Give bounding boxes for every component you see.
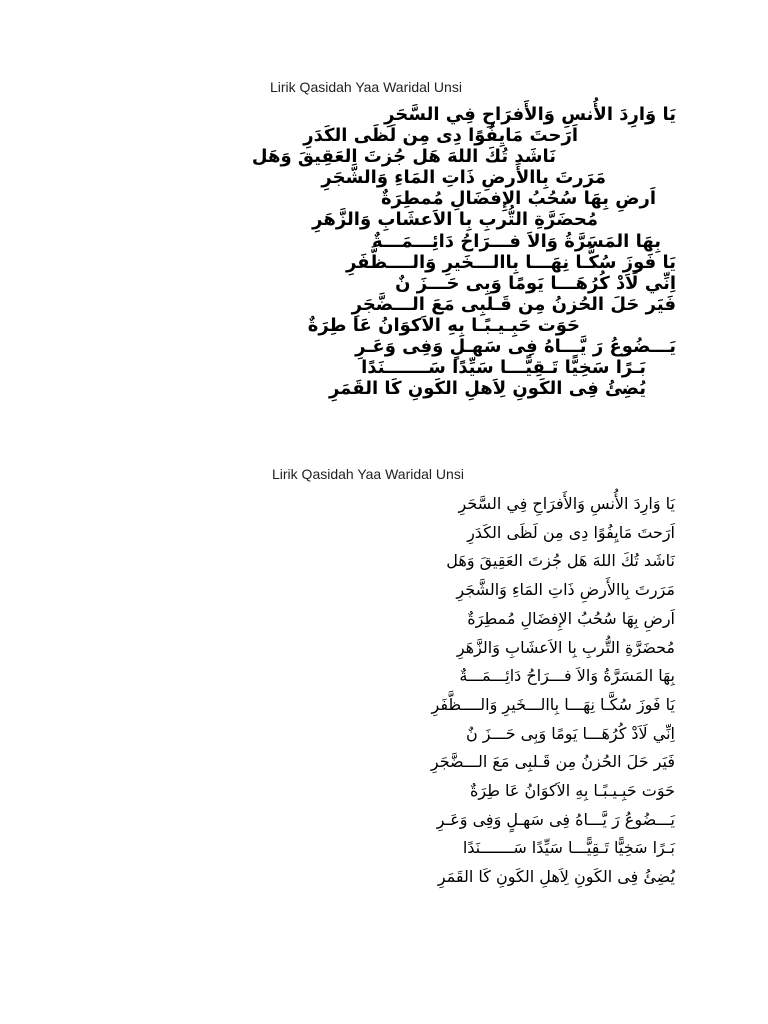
lyric-line: يَا فَوزَ سُكَّـا نِهَـــا بِاالـــخَيرِ وَالــــظَّفَرِ <box>431 694 675 714</box>
lyric-line: يَا فَوزَ سُكَّـا نِهَـــا بِاالـــخَيرِ وَالــــظَّفَرِ <box>345 251 676 273</box>
lyric-line: مُحضَرَّةِ التُّربِ بِا الاَعشَابِ وَالزَّهَرِ <box>312 209 598 231</box>
lyric-line: مُحضَرَّةِ التُّربِ بِا الاَعشَابِ وَالزَّهَرِ <box>456 637 675 657</box>
lyric-line: يُضِئُ فِى الكَونِ لِاَهلِ الكَونِ كَا القَمَرِ <box>328 378 646 400</box>
lyric-line: يَا وَارِدَ الأُنسِ وَالأَفرَاحِ فِي السَّحَرِ <box>384 104 676 125</box>
lyric-line: بَـرًا سَخِيًّا تَـقِيًّـــا سَيِّدًا سَـــــــنَدًا <box>462 838 675 858</box>
lyric-line: بِهَا المَسَرَّةُ وَالاَ فـــرَاحُ دَائِـــمَـــةٌ <box>459 666 675 686</box>
lyric-line: حَوَت حَبِـيـبًـا بِهِ الاَكوَانُ عَا طِرَةٌ <box>307 314 580 336</box>
lyrics-title: Lirik Qasidah Yaa Waridal Unsi <box>270 79 462 95</box>
lyric-line: يَـــضُوعُ رَ يَّـــاهُ فِى سَهـلٍ وَفِى وَعَـرِ <box>436 809 675 829</box>
lyric-line: اِنِّي لَاَدْ كُرُهَـــا يَومًا وَبِى حَـــزَ نٌ <box>395 272 676 294</box>
lyric-line: نَاشَد تُكَ اللهَ هَل جُزتَ العَقِيقَ وَهَل <box>446 551 675 571</box>
lyric-line: مَرَرتَ بِاالأَرضِ ذَاتِ المَاءِ وَالشَّجَرِ <box>321 167 606 189</box>
lyric-line: اَرضِ بِهَا سُحُبُ الإِفضَالِ مُمطِرَةٌ <box>381 188 656 210</box>
lyrics-lines <box>431 490 675 892</box>
lyric-line: يُضِئُ فِى الكَونِ لِاَهلِ الكَونِ كَا القَمَرِ <box>437 867 675 887</box>
lyric-line: اَرَحتَ مَايِفُوًا دِى مِن لَظَى الكَدَرِ <box>303 125 578 147</box>
lyric-line: اَرضِ بِهَا سُحُبُ الإِفضَالِ مُمطِرَةٌ <box>467 608 675 628</box>
lyric-line: بِهَا المَسَرَّةُ وَالاَ فـــرَاحُ دَائِـــمَـــةٌ <box>371 230 661 252</box>
lyric-line: اِنِّي لَاَدْ كُرُهَـــا يَومًا وَبِى حَـــزَ نٌ <box>465 723 675 743</box>
lyrics-lines <box>252 104 676 399</box>
lyric-line: مَرَرتَ بِاالأَرضِ ذَاتِ المَاءِ وَالشَّجَرِ <box>456 580 675 600</box>
lyric-line: نَاشَد تُكَ اللهَ هَل جُزتَ العَقِيقَ وَهَل <box>251 146 556 168</box>
lyric-line: اَرَحتَ مَايِفُوًا دِى مِن لَظَى الكَدَرِ <box>467 522 675 542</box>
lyric-line: يَا وَارِدَ الأُنسِ وَالأَفرَاحِ فِي السَّحَرِ <box>458 494 675 513</box>
lyric-line: حَوَت حَبِـيـبًـا بِهِ الاَكوَانُ عَا طِرَةٌ <box>469 781 675 801</box>
lyric-line: بَـرًا سَخِيًّا تَـقِيًّـــا سَيِّدًا سَـــــــنَدًا <box>361 357 646 379</box>
lyric-line: يَـــضُوعُ رَ يَّـــاهُ فِى سَهـلٍ وَفِى وَعَـرِ <box>355 336 676 358</box>
lyrics-title: Lirik Qasidah Yaa Waridal Unsi <box>272 466 464 482</box>
lyric-line: فَيَر حَلَ الحُزنُ مِن قَـلبِى مَعَ الـــضَّجَرِ <box>351 293 676 315</box>
lyric-line: فَيَر حَلَ الحُزنُ مِن قَـلبِى مَعَ الـــضَّجَرِ <box>430 752 675 772</box>
